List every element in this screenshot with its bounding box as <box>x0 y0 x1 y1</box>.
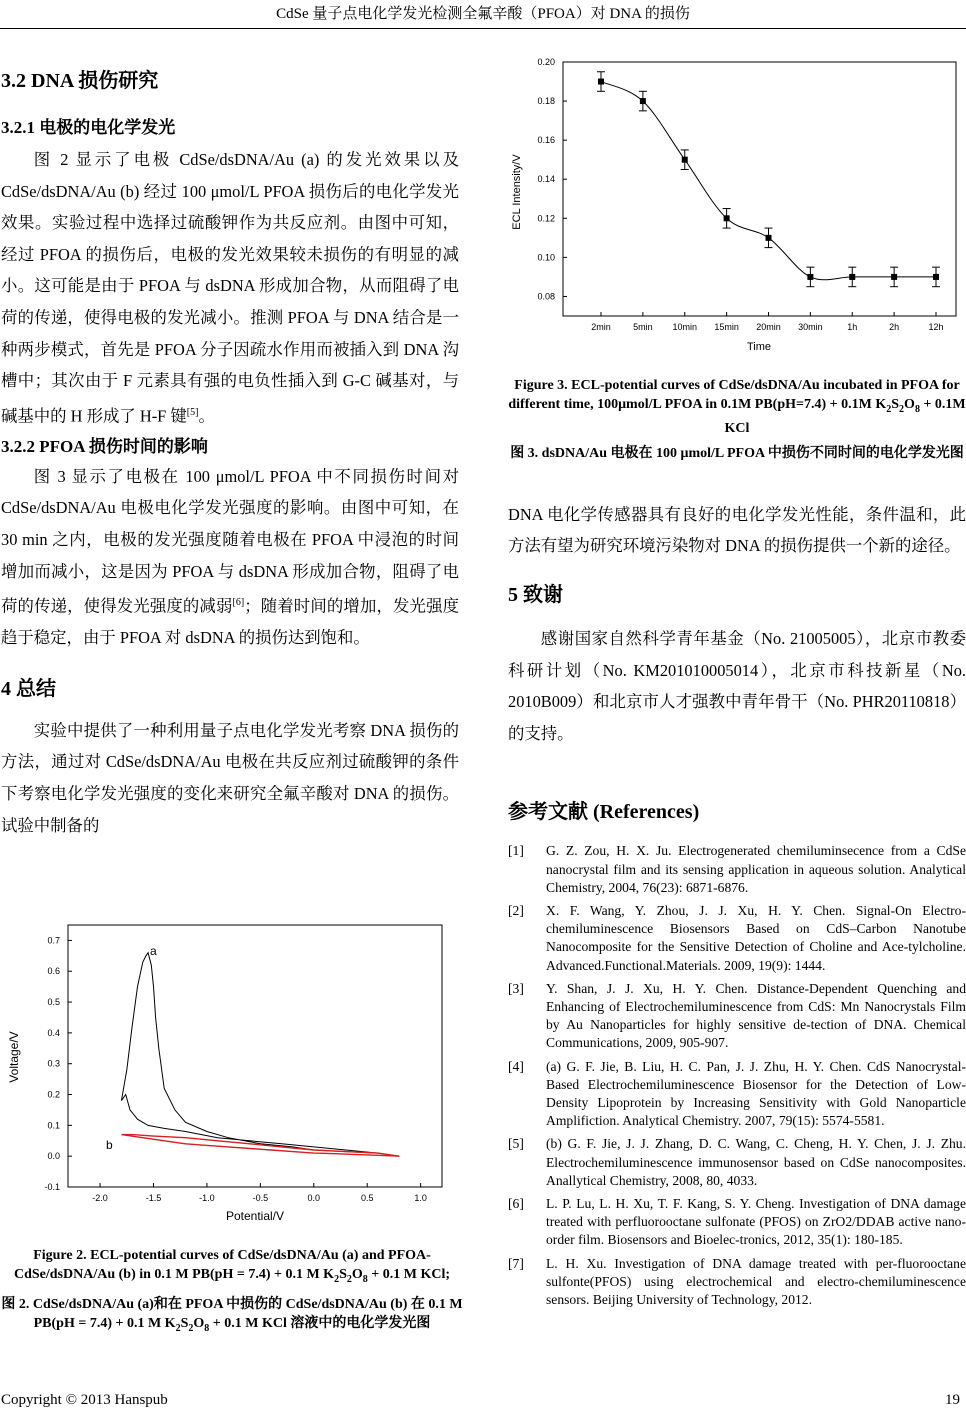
fig3-x-tick-label: 10min <box>672 322 698 332</box>
section-3-2-heading: 3.2 DNA 损伤研究 <box>1 70 159 92</box>
fig2-y-tick-label: 0.0 <box>47 1151 60 1162</box>
fig2-x-tick-label: 0.5 <box>360 1193 374 1203</box>
fig3-x-tick-label: 2min <box>591 322 611 332</box>
fig2-y-tick-label: 0.7 <box>47 935 60 946</box>
paragraph-3-2-2-text-end: ；随着时间的增加，发光强度趋于稳定，由于 PFOA 对 dsDNA 的损伤达到饱和。 <box>1 596 460 648</box>
fig2-x-tick-label: -1.0 <box>199 1193 215 1203</box>
fig3-y-tick-label: 0.10 <box>537 252 555 263</box>
fig2-x-tick-label: -2.0 <box>92 1193 108 1203</box>
section-3-2-2-heading: 3.2.2 PFOA 损伤时间的影响 <box>1 436 208 456</box>
paragraph-3-2-1 <box>1 144 459 432</box>
fig2-y-tick-label: 0.3 <box>47 1058 60 1069</box>
fig2-y-tick-label: 0.2 <box>47 1089 60 1100</box>
fig3-data-point <box>640 98 646 104</box>
fig3-data-point <box>891 274 897 280</box>
fig2-x-tick-label: -1.5 <box>145 1193 162 1203</box>
fig2-y-tick-label: 0.1 <box>47 1120 60 1131</box>
fig2-x-tick-label: -0.5 <box>252 1193 269 1203</box>
footer-page-number: 19 <box>945 1392 960 1408</box>
fig3-data-point <box>598 79 604 85</box>
figure-3-chart <box>508 52 966 362</box>
fig2-x-axis-label: Potential/V <box>225 1209 285 1223</box>
figure-2-caption <box>1 1240 463 1338</box>
fig3-data-point <box>849 274 855 280</box>
paragraph-conclusion-cont: DNA 电化学传感器具有良好的电化学发光性能，条件温和，此方法有望为研究环境污染物对 DNA 的损伤提供一个新的途径。 <box>508 504 966 556</box>
fig3-y-tick-label: 0.16 <box>537 135 555 146</box>
fig3-x-tick-label: 2h <box>889 322 900 332</box>
fig3-caption-zh: 图 3. dsDNA/Au 电极在 100 μmol/L PFOA 中损伤不同时间的电化学发光图 <box>510 445 964 461</box>
right-column <box>508 370 966 1314</box>
fig2-plot-frame <box>68 925 442 1187</box>
fig3-x-axis-label: Time <box>746 341 772 353</box>
paragraph-4: 实验中提供了一种利用量子点电化学发光考察 DNA 损伤的方法，通过对 CdSe/dsDNA/Au 电极在共反应剂过硫酸钾的条件下考察电化学发光强度的变化来研究全氟辛酸对 DNA 的损伤。试验中制备的 <box>1 720 459 835</box>
fig3-data-point <box>766 235 772 241</box>
fig2-caption-en: Figure 2. ECL-potential curves of CdSe/dsDNA/Au (a) and PFOA-CdSe/dsDNA/Au (b) in 0.1 M PB(pH = 7.4) + 0.1 M $K_2S_2O_8 + 0.1$ M KCl; <box>13 1248 451 1285</box>
fig3-y-tick-label: 0.12 <box>537 213 555 224</box>
reference-item: [5] (b) G. F. Jie, J. J. Zhang, D. C. Wang, C. Cheng, H. Y. Chen, J. J. Zhu. Electrochemiluminescence immunosensor based on CdSe nanocomposites. Anallytical Chemistry, 2008, 80, 4033. <box>508 1136 966 1188</box>
fig2-y-tick-label: 0.6 <box>47 966 60 977</box>
paragraph-3-2-1-text: 图 2 显示了电极 CdSe/dsDNA/Au (a) 的发光效果以及 CdSe/dsDNA/Au (b) 经过 100 μmol/L PFOA 损伤后的电化学发光效果。实验过程中选择过硫酸钾作为共反应剂。由图中可知，经过 PFOA 的损伤后，电极的发光效果较未损伤的有明显的减小。这可能是由于 PFOA 与 dsDNA 形成加合物，从而阻碍了电荷的传递，使得电极的发光减小。推测 PFOA 与 DNA 结合是一种两步模式，首先是 PFOA 分子因疏水作用而被插入到 DNA 沟槽中；其次由于 F 元素具有强的电负性插入到 G-C 碱基对，与碱基中的 H 形成了 H-F 键 <box>1 150 459 426</box>
fig3-x-tick-label: 1h <box>847 322 858 332</box>
paragraph-acknowledgement: 感谢国家自然科学青年基金（No. 21005005），北京市教委科研计划（No. KM201010005014），北京市科技新星（No. 2010B009）和北京市人才强教中青年骨干（No. PHR20110818）的支持。 <box>508 628 966 743</box>
references-heading: 参考文献 (References) <box>508 801 700 824</box>
fig3-x-tick-label: 15min <box>714 322 739 332</box>
fig3-data-point <box>724 215 730 221</box>
reference-item: [2] X. F. Wang, Y. Zhou, J. J. Xu, H. Y. Chen. Signal-On Electro-chemiluminescence Biosensors Based on CdS–Carbon Nanotube Nanocomposite for the Sensitive Detection of Choline and Ace-tylcholine. Advanced.Functional.Materials. 2009, 19(9): 1444. <box>508 902 966 973</box>
fig2-x-tick-label: 1.0 <box>414 1193 427 1203</box>
fig2-x-tick-label: 0.0 <box>307 1193 321 1203</box>
fig3-x-tick-label: 30min <box>798 322 823 332</box>
fig3-y-axis-label: ECL Intensity/V <box>511 154 523 230</box>
fig3-y-tick-label: 0.18 <box>537 96 555 107</box>
fig3-series-line <box>601 82 936 280</box>
fig2-curve-label-a: a <box>150 944 157 958</box>
fig2-y-tick-label: -0.1 <box>44 1182 60 1192</box>
fig2-caption-zh: 图 2. CdSe/dsDNA/Au (a)和在 PFOA 中损伤的 CdSe/dsDNA/Au (b) 在 0.1 M PB(pH = 7.4) + 0.1 M $K_2S_2O_8 + 0.1$ M KCl 溶液中的电化学发光图 <box>1 1296 463 1334</box>
paragraph-3-2-1-end: 。 <box>198 406 215 426</box>
fig2-y-axis-label: Voltage/V <box>7 1031 21 1083</box>
footer-copyright: Copyright © 2013 Hanspub <box>1 1392 168 1408</box>
reference-item: [4] (a) G. F. Jie, B. Liu, H. C. Pan, J. J. Zhu, H. Y. Chen. CdS Nanocrystal-Based Electrochemiluminescence Biosensor for the Detection of Low-Density Lipoprotein by Increasing Sensitivity with Gold Nanoparticle Amplifiction. Analytical Chemistry. 2007, 79(15): 5574-5581. <box>508 1058 966 1129</box>
fig3-y-tick-label: 0.14 <box>537 174 555 185</box>
fig3-data-point <box>682 157 688 163</box>
fig2-series-b <box>121 1135 399 1157</box>
section-5-heading: 5 致谢 <box>508 583 563 606</box>
citation-5[interactable]: [5] <box>186 406 199 418</box>
fig3-data-point <box>807 274 813 280</box>
paragraph-3-2-2 <box>1 461 459 654</box>
fig2-curve-label-b: b <box>106 1138 113 1152</box>
running-header: CdSe 量子点电化学发光检测全氟辛酸（PFOA）对 DNA 的损伤 <box>276 6 690 22</box>
fig3-x-tick-label: 5min <box>633 322 653 332</box>
fig2-y-tick-label: 0.5 <box>47 997 60 1008</box>
reference-item: [1] G. Z. Zou, H. X. Ju. Electrogenerated chemiluminsecence from a CdSe nanocrystal film and its sensing application in aqueous solution. Analytical Chemistry, 2004, 76(23): 6871-6876. <box>508 843 966 895</box>
fig3-data-point <box>933 274 939 280</box>
fig3-caption-en: Figure 3. ECL-potential curves of CdSe/dsDNA/Au incubated in PFOA for different time, 100μmol/L PFOA in 0.1M PB(pH=7.4) + 0.1M $K_2S_2O_8 + 0.1M$ KCl <box>508 378 966 436</box>
reference-item: [3] Y. Shan, J. J. Xu, H. Y. Chen. Distance-Dependent Quenching and Enhancing of Electrochemiluminescence from CdS: Mn Nanocrystals Film by Au Nanoparticles for highly sensitive de-tection of DNA. Chemical Communications, 2009, 905-907. <box>508 980 966 1051</box>
fig3-y-tick-label: 0.20 <box>537 57 555 67</box>
left-column <box>1 50 459 841</box>
fig3-x-tick-label: 12h <box>928 322 944 332</box>
header-rule <box>0 28 966 29</box>
fig3-y-tick-label: 0.08 <box>537 291 555 302</box>
section-3-2-1-heading: 3.2.1 电极的电化学发光 <box>1 118 176 137</box>
reference-item: [7] L. H. Xu. Investigation of DNA damage treated with per-fluorooctane sulfonte(PFOS) using electrochemical and electro-chemiluminescence sensors. Beijing University of Technology, 2012. <box>508 1255 966 1308</box>
section-4-heading: 4 总结 <box>1 677 56 700</box>
fig3-x-tick-label: 20min <box>756 322 781 332</box>
fig2-series-a <box>121 953 399 1156</box>
paragraph-3-2-2-text: 图 3 显示了电极在 100 μmol/L PFOA 中不同损伤时间对 CdSe/dsDNA/Au 电极电化学发光强度的影响。由图中可知，在 30 min 之内，电极的发光强度随着电极在 PFOA 中浸泡的时间增加而减小，这是因为 PFOA 与 dsDNA 形成加合物，阻碍了电荷的传递，使得发光强度的减弱 <box>1 466 459 616</box>
citation-6[interactable]: [6] <box>232 597 245 609</box>
figure-2-chart <box>0 915 466 1235</box>
reference-list <box>508 842 966 1309</box>
fig2-y-tick-label: 0.4 <box>47 1027 60 1038</box>
reference-item: [6] L. P. Lu, L. H. Xu, T. F. Kang, S. Y. Cheng. Investigation of DNA damage treated with perfluorooctane sulfonate (PFOS) on ZrO2/DDAB active nano-order film. Biosensors and Bioelec-tronics, 2012, 35(1): 180-185. <box>508 1196 966 1248</box>
